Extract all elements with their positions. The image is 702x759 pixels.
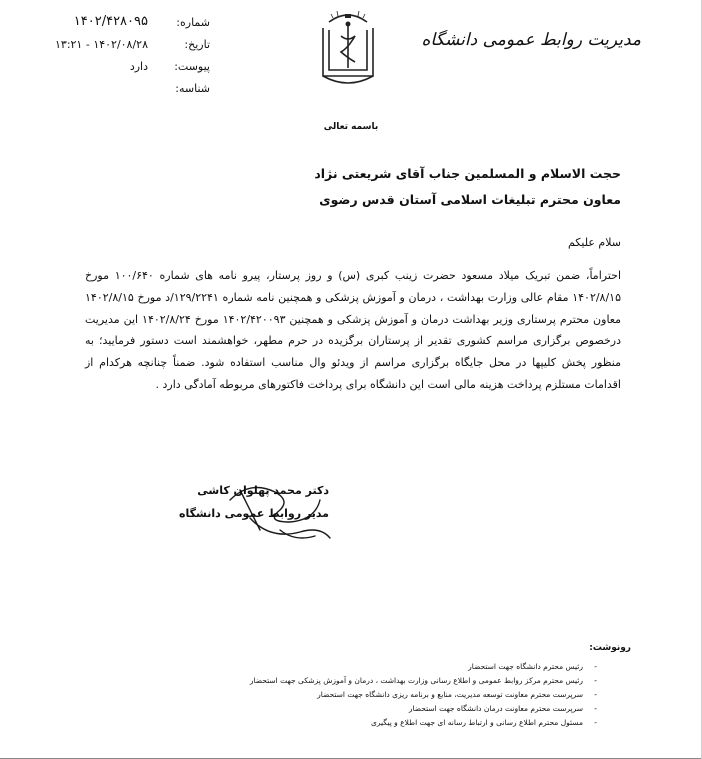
salutation: سلام علیکم [567,236,621,249]
cc-item: - سرپرست محترم معاونت درمان دانشگاه جهت استحضار [408,704,597,713]
letter-meta [30,16,210,104]
cc-list [83,662,597,732]
cc-item: - سرپرست محترم معاونت توسعه مدیریت، منابع و برنامه ریزی دانشگاه جهت استحضار [317,690,597,699]
cc-label: رونوشت: [589,643,631,653]
id-label: شناسه: [175,82,210,95]
cc-item: - مسئول محترم اطلاع رسانی و ارتباط رسانه ای جهت اطلاع و پیگیری [371,718,597,727]
cc-item-text: مسئول محترم اطلاع رسانی و ارتباط رسانه ای جهت اطلاع و پیگیری [371,718,583,727]
meta-date [30,38,210,60]
cc-item-text: سرپرست محترم معاونت توسعه مدیریت، منابع و برنامه ریزی دانشگاه جهت استحضار [317,690,583,699]
letterhead-title: مدیریت روابط عمومی دانشگاه [421,30,641,50]
number-label: شماره: [176,16,210,29]
cc-item: - رئیس محترم دانشگاه جهت استحضار [468,662,597,671]
university-logo [307,6,389,88]
cc-item-text: سرپرست محترم معاونت درمان دانشگاه جهت استحضار [408,704,583,713]
meta-attachment [30,60,210,82]
attachment-label: پیوست: [174,60,210,73]
date-label: تاریخ: [184,38,210,51]
date-value: ۱۴۰۲/۰۸/۲۸ - ۱۳:۲۱ [55,38,148,51]
number-value: ۱۴۰۲/۴۲۸۰۹۵ [73,14,148,29]
bismillah-heading: باسمه تعالی [323,122,379,132]
cc-item-text: رئیس محترم مرکز روابط عمومی و اطلاع رسانی وزارت بهداشت ، درمان و آموزش پزشکی جهت استحضار [249,676,583,685]
letter-body: احتراماً، ضمن تبریک میلاد مسعود حضرت زینب کبری (س) و روز پرستار، پیرو نامه های شماره ۱۰۰/۶۴۰ مورخ ۱۴۰۲/۸/۱۵ مقام عالی وزارت بهداشت ، درمان و آموزش پزشکی و همچنین نامه شماره ۱۲۹/۲۲۴۱/د مورخ ۱۴۰۲/۸/۱۵ معاون محترم پرستاری وزیر بهداشت درمان و آموزش پزشکی و همچنین ۱۴۰۲/۴۲۰۰۹۳ مورخ ۱۴۰۲/۸/۲۴ این مدیریت درخصوص برگزاری مراسم کشوری تقدیر از پرستاران برگزیده در حرم مطهر، خواهشمند است دستور فرمایید؛ به منظور پخش کلیپها در محل جایگاه برگزاری مراسم از ویدئو وال مناسب استفاده شود. ضمناً چنانچه هرکدام از اقدامات مستلزم پرداخت هزینه مالی است این دانشگاه برای پرداخت فاکتورهای مربوطه آمادگی دارد . [85,269,622,391]
cc-item: - رئیس محترم مرکز روابط عمومی و اطلاع رسانی وزارت بهداشت ، درمان و آموزش پزشکی جهت استحضار [249,676,597,685]
signatory-title: مدیر روابط عمومی دانشگاه [179,507,329,520]
addressee-name: حجت الاسلام و المسلمین جناب آقای شریعتی نژاد [314,166,621,181]
addressee-title: معاون محترم تبلیغات اسلامی آستان قدس رضوی [319,192,621,207]
attachment-value: دارد [129,60,148,73]
meta-number [30,16,210,38]
cc-item-text: رئیس محترم دانشگاه جهت استحضار [468,662,583,671]
signatory-name: دکتر محمد پهلوان کاشی [197,484,329,497]
meta-id [30,82,210,104]
